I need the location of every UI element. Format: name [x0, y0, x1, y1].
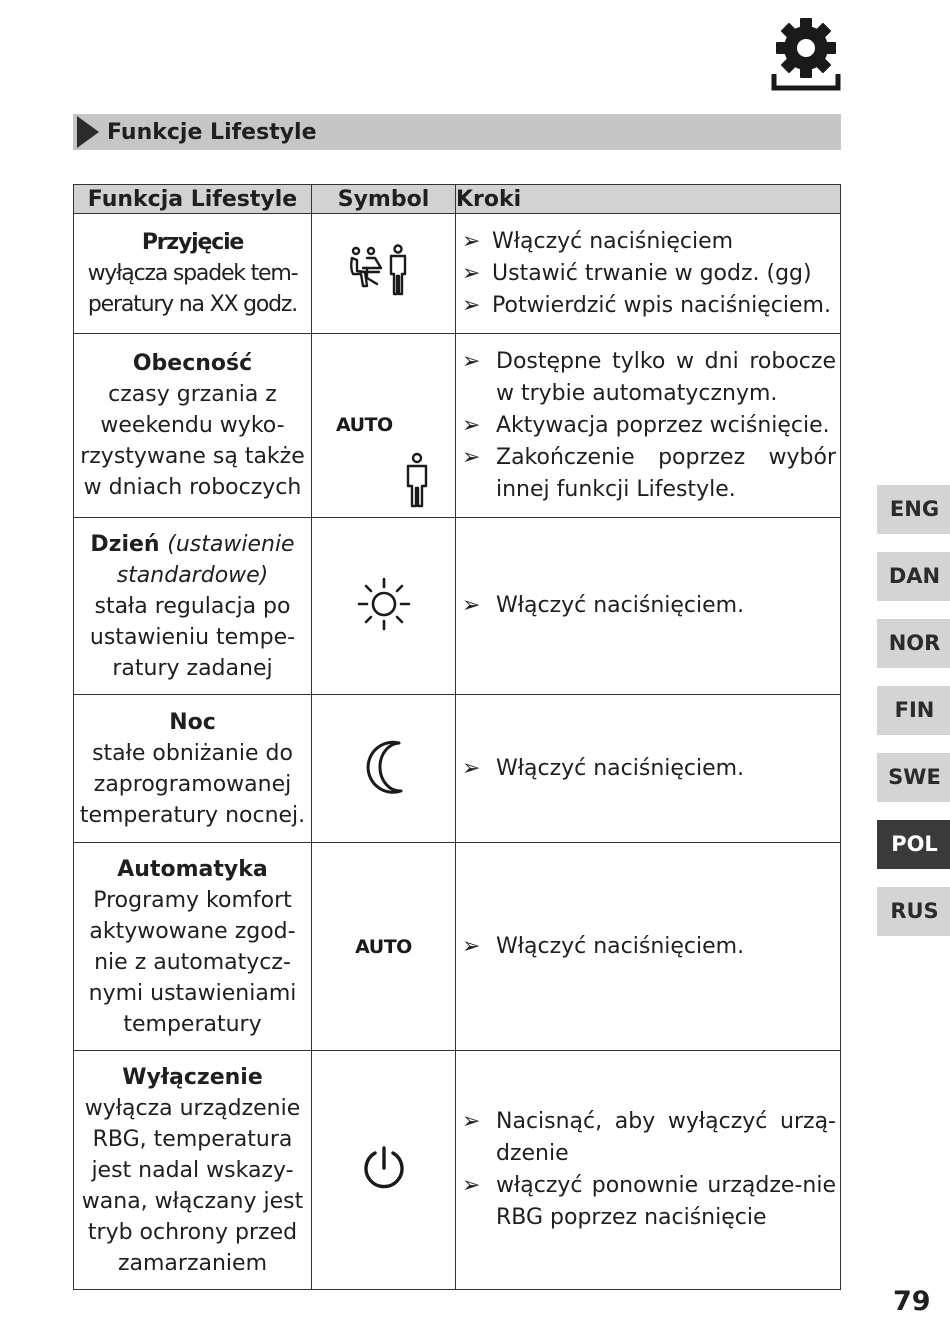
- steps-list: [462, 1106, 836, 1234]
- function-name: Obecność: [132, 351, 253, 376]
- list-item: [462, 290, 836, 322]
- list-item: [462, 410, 836, 442]
- function-desc: Programy komfort aktywowane zgod- nie z automatycz- nymi ustawieniami temperatury: [88, 887, 297, 1037]
- language-tabs: [877, 485, 950, 954]
- steps-cell: [456, 518, 841, 695]
- table-row: [74, 214, 841, 334]
- table-header-row: [74, 185, 841, 214]
- lifestyle-functions-table: [73, 184, 841, 1290]
- table-row: [74, 1051, 841, 1290]
- header-steps: Kroki: [456, 185, 841, 214]
- list-item: [462, 346, 836, 410]
- function-desc: wyłącza spadek tem- peratury na XX godz.: [87, 261, 298, 317]
- steps-cell: [456, 1051, 841, 1290]
- function-name: Automatyka: [117, 856, 268, 882]
- tab-language-dan[interactable]: DAN: [877, 552, 950, 601]
- function-desc: wyłącza urządzenie RBG, temperatura jest nadal wskazy- wana, włączany jest tryb ochrony przed zamarzaniem: [81, 1095, 304, 1276]
- list-item: [462, 442, 836, 506]
- gear-icon: [770, 16, 842, 92]
- tab-language-swe[interactable]: SWE: [877, 753, 950, 802]
- function-name-line: [78, 529, 307, 591]
- list-item: [462, 258, 836, 290]
- step-text: Włączyć naciśnięciem.: [496, 593, 745, 618]
- table-row: [74, 518, 841, 695]
- step-text: Aktywacja poprzez wciśnięcie.: [496, 412, 830, 438]
- steps-cell: [456, 695, 841, 843]
- steps-list: [462, 753, 836, 785]
- auto-label: AUTO: [336, 414, 393, 436]
- arrow-bullet-icon: ➢: [462, 348, 481, 374]
- steps-cell: [456, 214, 841, 334]
- sun-icon: [356, 576, 412, 632]
- arrow-bullet-icon: ➢: [462, 412, 481, 438]
- list-item: [462, 1106, 836, 1170]
- symbol-cell: [312, 214, 456, 334]
- step-text: Włączyć naciśnięciem.: [496, 933, 745, 959]
- step-text: Potwierdzić wpis naciśnięciem.: [492, 292, 831, 318]
- header-function: Funkcja Lifestyle: [74, 185, 312, 214]
- step-text: Włączyć naciśnięciem: [492, 228, 734, 254]
- arrow-bullet-icon: ➢: [462, 260, 481, 286]
- function-cell: [74, 334, 312, 518]
- symbol-cell: [312, 843, 456, 1051]
- list-item: [462, 226, 836, 258]
- page-number: 79: [893, 1286, 931, 1317]
- symbol-cell: [312, 1051, 456, 1290]
- symbol-cell: [312, 518, 456, 695]
- step-text: Dostępne tylko w dni robocze w trybie automatycznym.: [496, 348, 836, 406]
- list-item: [462, 1170, 836, 1234]
- tab-language-eng[interactable]: ENG: [877, 485, 950, 534]
- function-desc: czasy grzania z weekendu wyko- rzystywane są także w dniach roboczych: [80, 382, 305, 500]
- arrow-bullet-icon: ➢: [462, 444, 481, 470]
- list-item: [462, 931, 836, 963]
- function-name: Noc: [169, 709, 216, 735]
- table-row: [74, 843, 841, 1051]
- function-cell: [74, 843, 312, 1051]
- tab-language-pol[interactable]: POL: [877, 820, 950, 869]
- step-text: Włączyć naciśnięciem.: [496, 755, 745, 781]
- list-item: [462, 590, 836, 622]
- steps-cell: [456, 843, 841, 1051]
- step-text: włączyć ponownie urządze-nie RBG poprzez naciśnięcie: [496, 1173, 836, 1230]
- symbol-cell: [312, 695, 456, 843]
- arrow-bullet-icon: ➢: [462, 755, 481, 781]
- table-row: [74, 334, 841, 518]
- steps-list: [462, 590, 836, 622]
- section-title: Funkcje Lifestyle: [107, 119, 317, 145]
- arrow-bullet-icon: ➢: [462, 228, 481, 254]
- function-cell: [74, 518, 312, 695]
- function-name: Wyłączenie: [122, 1064, 263, 1090]
- steps-list: [462, 226, 836, 322]
- function-cell: [74, 695, 312, 843]
- arrow-bullet-icon: ➢: [462, 933, 481, 959]
- tab-language-rus[interactable]: RUS: [877, 887, 950, 936]
- tab-language-nor[interactable]: NOR: [877, 619, 950, 668]
- table-row: [74, 695, 841, 843]
- step-text: Zakończenie poprzez wybór innej funkcji Lifestyle.: [496, 444, 836, 502]
- function-name: Przyjęcie: [141, 230, 244, 255]
- function-desc: stałe obniżanie do zaprogramowanej temperatury nocnej.: [79, 740, 306, 828]
- triangle-bullet-icon: [77, 116, 99, 148]
- function-desc: stała regulacja po ustawieniu tempe- ratury zadanej: [89, 593, 296, 681]
- moon-icon: [359, 737, 409, 797]
- list-item: [462, 753, 836, 785]
- person-icon: [404, 452, 430, 510]
- arrow-bullet-icon: ➢: [462, 1109, 481, 1134]
- arrow-bullet-icon: ➢: [462, 593, 481, 618]
- step-text: Ustawić trwanie w godz. (gg): [492, 260, 812, 286]
- function-cell: [74, 214, 312, 334]
- function-name: Dzień: [90, 531, 160, 557]
- power-icon: [360, 1144, 408, 1192]
- section-header: [73, 114, 841, 150]
- function-cell: [74, 1051, 312, 1290]
- step-text: Nacisnąć, aby wyłączyć urzą-dzenie: [496, 1109, 836, 1166]
- auto-label: AUTO: [355, 935, 412, 958]
- steps-list: [462, 931, 836, 963]
- steps-list: [462, 346, 836, 506]
- function-name-extra: (ustawienie standardowe): [116, 531, 295, 588]
- arrow-bullet-icon: ➢: [462, 1173, 481, 1198]
- arrow-bullet-icon: ➢: [462, 292, 481, 318]
- symbol-cell: [312, 334, 456, 518]
- party-people-icon: [347, 244, 411, 300]
- steps-cell: [456, 334, 841, 518]
- tab-language-fin[interactable]: FIN: [877, 686, 950, 735]
- header-symbol: Symbol: [312, 185, 456, 214]
